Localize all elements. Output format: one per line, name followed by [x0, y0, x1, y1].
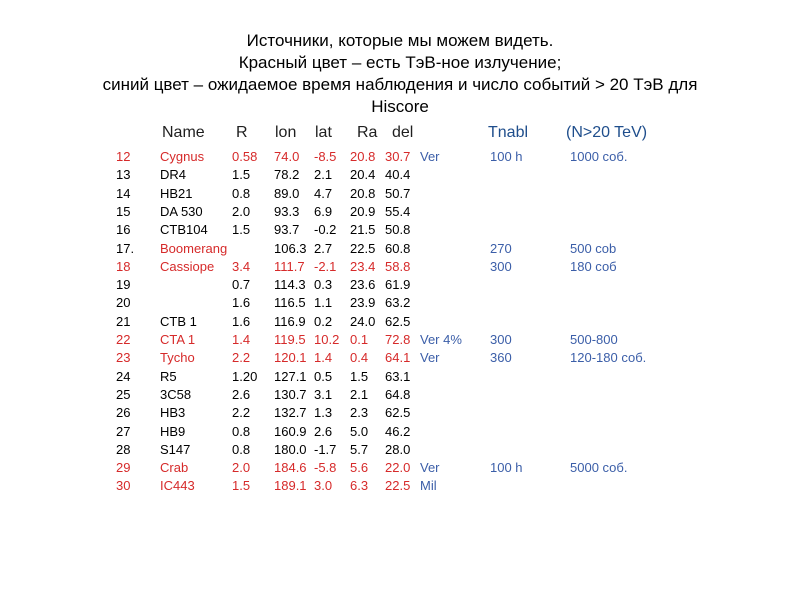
cell-name: IC443	[160, 478, 195, 494]
cell-tnabl: 270	[490, 240, 512, 256]
cell-lon: 106.3	[274, 240, 307, 256]
cell-ra: 23.6	[350, 277, 376, 293]
cell-r: 1.6	[232, 295, 251, 311]
cell-ra: 2.1	[350, 386, 369, 402]
cell-name: Cygnus	[160, 149, 205, 164]
cell-n20: 5000 соб.	[570, 460, 628, 476]
table-row	[0, 148, 800, 166]
table-row	[0, 459, 800, 477]
cell-ra: 1.5	[350, 368, 369, 384]
cell-r: 1.6	[232, 313, 251, 329]
cell-lon: 119.5	[274, 332, 306, 347]
cell-lat: 2.7	[314, 240, 333, 256]
table-row	[0, 423, 800, 441]
cell-num: 28	[116, 441, 131, 457]
cell-lon: 120.1	[274, 350, 307, 366]
cell-n20: 120-180 соб.	[570, 350, 647, 366]
cell-del: 58.8	[385, 258, 411, 274]
cell-num: 21	[116, 313, 131, 329]
cell-ver: Ver 4%	[420, 332, 462, 347]
cell-lon: 160.9	[274, 423, 307, 439]
cell-ra: 21.5	[350, 222, 376, 238]
cell-tnabl: 300	[490, 332, 512, 347]
cell-lat: 0.5	[314, 368, 333, 384]
cell-ver: Mil	[420, 478, 437, 494]
table-row	[0, 240, 800, 258]
cell-del: 46.2	[385, 423, 411, 439]
table-row	[0, 349, 800, 367]
cell-ra: 23.9	[350, 295, 376, 311]
table-row	[0, 441, 800, 459]
cell-lon: 74.0	[274, 149, 300, 164]
cell-name: HB9	[160, 423, 186, 439]
cell-lat: 10.2	[314, 332, 340, 347]
cell-r: 0.8	[232, 185, 251, 201]
cell-r: 3.4	[232, 258, 251, 274]
cell-num: 27	[116, 423, 131, 439]
cell-lon: 78.2	[274, 167, 300, 183]
cell-name: CTA 1	[160, 332, 196, 347]
cell-lat: 6.9	[314, 203, 333, 219]
table-row	[0, 386, 800, 404]
header-tnabl: Tnabl	[488, 124, 529, 141]
cell-r: 0.58	[232, 149, 258, 164]
cell-num: 24	[116, 368, 131, 384]
cell-name: CTB104	[160, 222, 208, 238]
cell-r: 1.4	[232, 332, 251, 347]
cell-ra: 20.4	[350, 167, 376, 183]
cell-del: 60.8	[385, 240, 411, 256]
title-line-1: Источники, которые мы можем видеть.	[246, 31, 554, 50]
table-row	[0, 203, 800, 221]
cell-lon: 111.7	[274, 258, 305, 274]
cell-lat: 1.4	[314, 350, 333, 366]
cell-num: 12	[116, 149, 131, 164]
cell-del: 28.0	[385, 441, 411, 457]
cell-del: 62.5	[385, 405, 411, 421]
header-name: Name	[162, 124, 205, 141]
cell-del: 50.7	[385, 185, 411, 201]
cell-lon: 189.1	[274, 478, 307, 494]
cell-del: 72.8	[385, 332, 411, 347]
cell-lon: 89.0	[274, 185, 300, 201]
cell-ra: 5.6	[350, 460, 369, 476]
slide-title	[40, 30, 760, 118]
cell-ra: 6.3	[350, 478, 369, 494]
cell-lat: 1.3	[314, 405, 333, 421]
cell-lon: 127.1	[274, 368, 307, 384]
cell-name: S147	[160, 441, 191, 457]
cell-num: 14	[116, 185, 131, 201]
cell-r: 2.0	[232, 203, 251, 219]
cell-n20: 500-800	[570, 332, 618, 347]
cell-name: DR4	[160, 167, 187, 183]
table-row	[0, 185, 800, 203]
cell-ra: 0.4	[350, 350, 369, 366]
cell-name: DA 530	[160, 203, 203, 219]
cell-num: 18	[116, 258, 131, 274]
cell-ra: 20.8	[350, 149, 376, 164]
title-line-3: синий цвет – ожидаемое время наблюдения и число событий > 20 ТэВ для	[102, 75, 698, 94]
cell-lon: 132.7	[274, 405, 307, 421]
cell-num: 13	[116, 167, 131, 183]
cell-lon: 116.9	[274, 313, 306, 329]
header-lat: lat	[315, 124, 332, 141]
cell-lat: 3.1	[314, 386, 333, 402]
cell-r: 0.8	[232, 423, 251, 439]
cell-name: Cassiope	[160, 258, 215, 274]
cell-ra: 0.1	[350, 332, 369, 347]
cell-del: 30.7	[385, 149, 411, 164]
cell-name: Crab	[160, 460, 189, 476]
cell-ra: 5.7	[350, 441, 369, 457]
cell-n20: 500 cob	[570, 240, 617, 256]
table-row	[0, 258, 800, 276]
cell-lat: 2.1	[314, 167, 333, 183]
cell-n20: 180 соб	[570, 258, 617, 274]
cell-name: HB3	[160, 405, 186, 421]
cell-del: 22.5	[385, 478, 411, 494]
cell-lon: 93.3	[274, 203, 300, 219]
cell-del: 55.4	[385, 203, 411, 219]
cell-lon: 180.0	[274, 441, 307, 457]
cell-r: 1.5	[232, 478, 251, 494]
cell-del: 40.4	[385, 167, 411, 183]
cell-n20: 1000 соб.	[570, 149, 628, 164]
cell-num: 29	[116, 460, 131, 476]
table-row	[0, 166, 800, 184]
cell-tnabl: 100 h	[490, 149, 523, 164]
cell-ra: 20.9	[350, 203, 376, 219]
cell-lat: -2.1	[314, 258, 337, 274]
cell-ra: 2.3	[350, 405, 369, 421]
table-row	[0, 294, 800, 312]
cell-lat: 2.6	[314, 423, 333, 439]
table-row	[0, 331, 800, 349]
cell-lat: -8.5	[314, 149, 337, 164]
cell-lat: 4.7	[314, 185, 333, 201]
table-row	[0, 368, 800, 386]
table-row	[0, 276, 800, 294]
table-row	[0, 477, 800, 495]
cell-num: 19	[116, 277, 131, 293]
cell-del: 63.2	[385, 295, 411, 311]
header-r: R	[236, 124, 248, 141]
cell-del: 63.1	[385, 368, 411, 384]
cell-name: Tycho	[160, 350, 195, 366]
cell-num: 15	[116, 203, 131, 219]
header-ra: Ra	[357, 124, 378, 141]
cell-num: 20	[116, 295, 131, 311]
cell-del: 22.0	[385, 460, 411, 476]
table-row	[0, 404, 800, 422]
cell-r: 0.7	[232, 277, 251, 293]
cell-ver: Ver	[420, 460, 440, 476]
cell-del: 62.5	[385, 313, 411, 329]
cell-ra: 5.0	[350, 423, 369, 439]
cell-name: R5	[160, 368, 177, 384]
cell-name: HB21	[160, 185, 193, 201]
cell-lon: 184.6	[274, 460, 307, 476]
cell-lat: -0.2	[314, 222, 337, 238]
cell-name: 3C58	[160, 386, 192, 402]
cell-del: 61.9	[385, 277, 411, 293]
cell-tnabl: 300	[490, 258, 512, 274]
cell-lat: -5.8	[314, 460, 337, 476]
header-lon: lon	[275, 124, 297, 141]
cell-name: CTB 1	[160, 313, 197, 329]
cell-lon: 93.7	[274, 222, 300, 238]
cell-lat: 1.1	[314, 295, 333, 311]
cell-lat: -1.7	[314, 441, 337, 457]
cell-num: 26	[116, 405, 131, 421]
cell-del: 64.1	[385, 350, 411, 366]
cell-del: 64.8	[385, 386, 411, 402]
cell-name: Boomerang	[160, 240, 228, 256]
cell-lon: 114.3	[274, 277, 306, 293]
cell-num: 17.	[116, 240, 135, 256]
cell-lat: 0.2	[314, 313, 333, 329]
header-del: del	[392, 124, 414, 141]
cell-r: 2.2	[232, 350, 251, 366]
cell-tnabl: 100 h	[490, 460, 523, 476]
cell-lon: 130.7	[274, 386, 307, 402]
cell-ra: 24.0	[350, 313, 376, 329]
cell-num: 25	[116, 386, 131, 402]
table-row	[0, 313, 800, 331]
cell-r: 2.6	[232, 386, 251, 402]
table-row	[0, 221, 800, 239]
cell-r: 1.5	[232, 222, 251, 238]
cell-ra: 20.8	[350, 185, 376, 201]
cell-r: 1.20	[232, 368, 258, 384]
cell-ver: Ver	[420, 350, 440, 366]
cell-ra: 22.5	[350, 240, 376, 256]
cell-ra: 23.4	[350, 258, 376, 274]
title-line-4: Hiscore	[371, 97, 429, 116]
title-line-2: Красный цвет – есть ТэВ-ное излучение;	[238, 53, 562, 72]
cell-num: 23	[116, 350, 131, 366]
cell-r: 0.8	[232, 441, 251, 457]
cell-ver: Ver	[420, 149, 440, 164]
cell-lat: 0.3	[314, 277, 333, 293]
cell-tnabl: 360	[490, 350, 512, 366]
cell-r: 2.0	[232, 460, 251, 476]
cell-num: 30	[116, 478, 131, 494]
cell-lat: 3.0	[314, 478, 333, 494]
cell-r: 1.5	[232, 167, 251, 183]
cell-num: 16	[116, 222, 131, 238]
cell-lon: 116.5	[274, 295, 306, 311]
header-n20: (N>20 TeV)	[566, 124, 648, 141]
cell-del: 50.8	[385, 222, 411, 238]
cell-r: 2.2	[232, 405, 251, 421]
cell-num: 22	[116, 332, 131, 347]
